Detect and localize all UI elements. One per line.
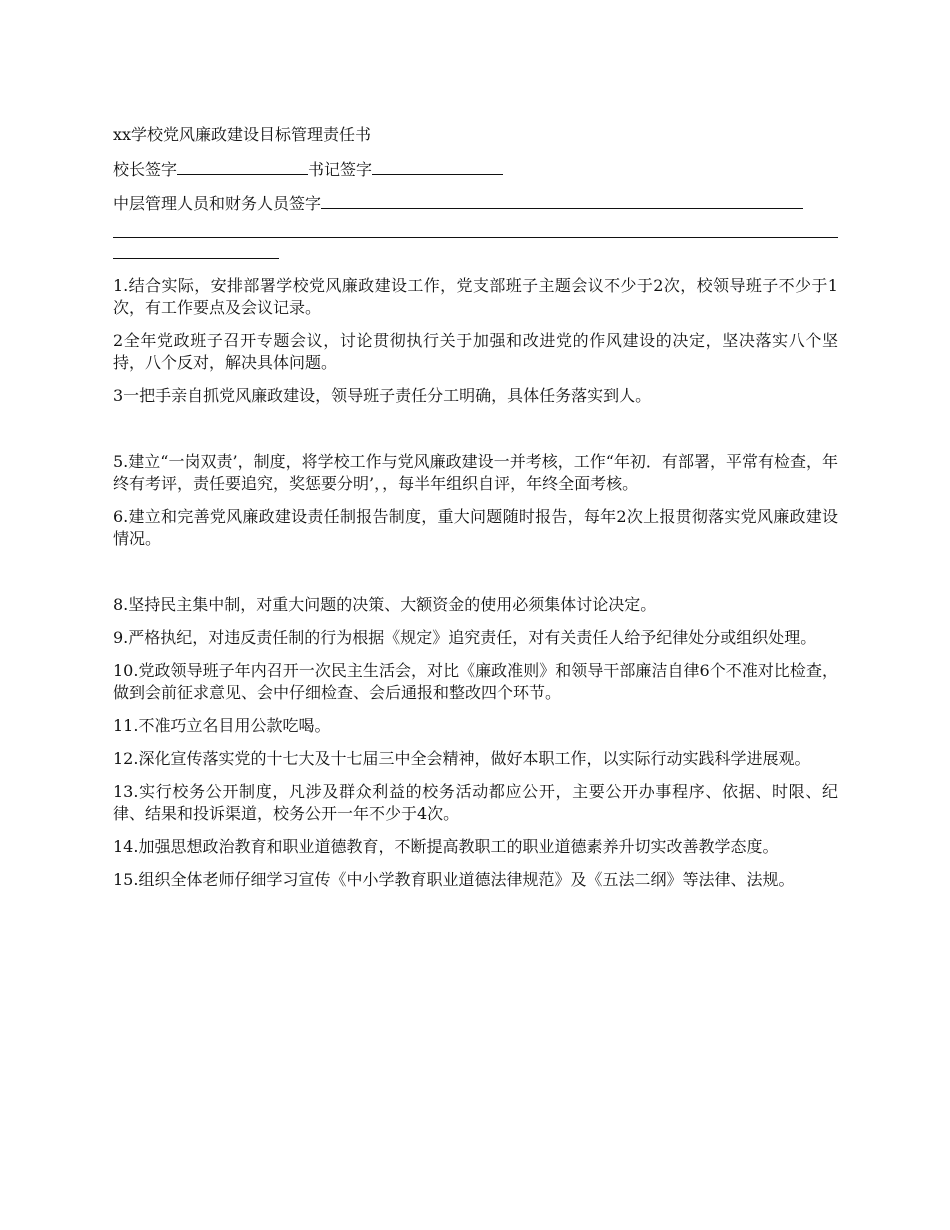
list-item: 11.不准巧立名目用公款吃喝。	[113, 716, 331, 735]
spacer	[113, 561, 838, 594]
list-item: 14.加强思想政治教育和职业道德教育，不断提高教职工的职业道德素养升切实改善教学态度。	[113, 837, 779, 856]
spacer	[113, 418, 838, 451]
list-item: 6.建立和完善党风廉政建设责任制报告制度，重大问题随时报告，每年2次上报贯彻落实党风廉政建设情况。	[113, 507, 838, 548]
list-item: 9.严格执纪，对违反责任制的行为根据《规定》追究责任，对有关责任人给予纪律处分或组织处理。	[113, 628, 817, 647]
list-item: 1.结合实际，安排部署学校党风廉政建设工作，党支部班子主题会议不少于2次，校领导班子不少于1次，有工作要点及会议记录。	[113, 276, 838, 317]
list-item: 8.坚持民主集中制，对重大问题的决策、大额资金的使用必须集体讨论决定。	[113, 595, 657, 614]
list-item: 10.党政领导班子年内召开一次民主生活会，对比《廉政准则》和领导干部廉洁自律6个不准对比检查，做到会前征求意见、会中仔细检查、会后通报和整改四个环节。	[113, 661, 838, 702]
list-item: 2全年党政班子召开专题会议，讨论贯彻执行关于加强和改进党的作风建设的决定，坚决落实八个坚持，八个反对，解决具体问题。	[113, 331, 838, 372]
list-item: 5.建立“一岗双责’，制度，将学校工作与党风廉政建设一并考核，工作“年初．有部署，平常有检查，年终有考评，责任要追究，奖惩要分明’，，每半年组织自评，年终全面考核。	[113, 452, 838, 493]
list-item: 12.深化宣传落实党的十七大及十七届三中全会精神，做好本职工作，以实际行动实践科学进展观。	[113, 749, 811, 768]
list-item: 13.实行校务公开制度，凡涉及群众利益的校务活动都应公开，主要公开办事程序、依据、时限、纪律、结果和投诉渠道，校务公开一年不少于4次。	[113, 782, 838, 823]
list-item: 15.组织全体老师仔细学习宣传《中小学教育职业道德法律规范》及《五法二纲》等法律、法规。	[113, 870, 795, 889]
staff-signature-blank-3	[113, 238, 279, 259]
principal-signature-label: 校长签字	[113, 160, 178, 179]
principal-signature-blank	[177, 159, 308, 175]
staff-signature-block	[113, 193, 838, 259]
leader-signature-line	[113, 159, 838, 181]
document-body	[113, 124, 838, 902]
staff-signature-blank-1	[321, 193, 803, 209]
secretary-signature-label: 书记签字	[308, 160, 373, 179]
staff-signature-blank-2	[113, 215, 838, 238]
staff-signature-label: 中层管理人员和财务人员签字	[113, 194, 322, 213]
document-title: xx学校党风廉政建设目标管理责任书	[113, 125, 372, 144]
list-item: 3一把手亲自抓党风廉政建设，领导班子责任分工明确，具体任务落实到人。	[113, 386, 652, 405]
secretary-signature-blank	[372, 159, 503, 175]
